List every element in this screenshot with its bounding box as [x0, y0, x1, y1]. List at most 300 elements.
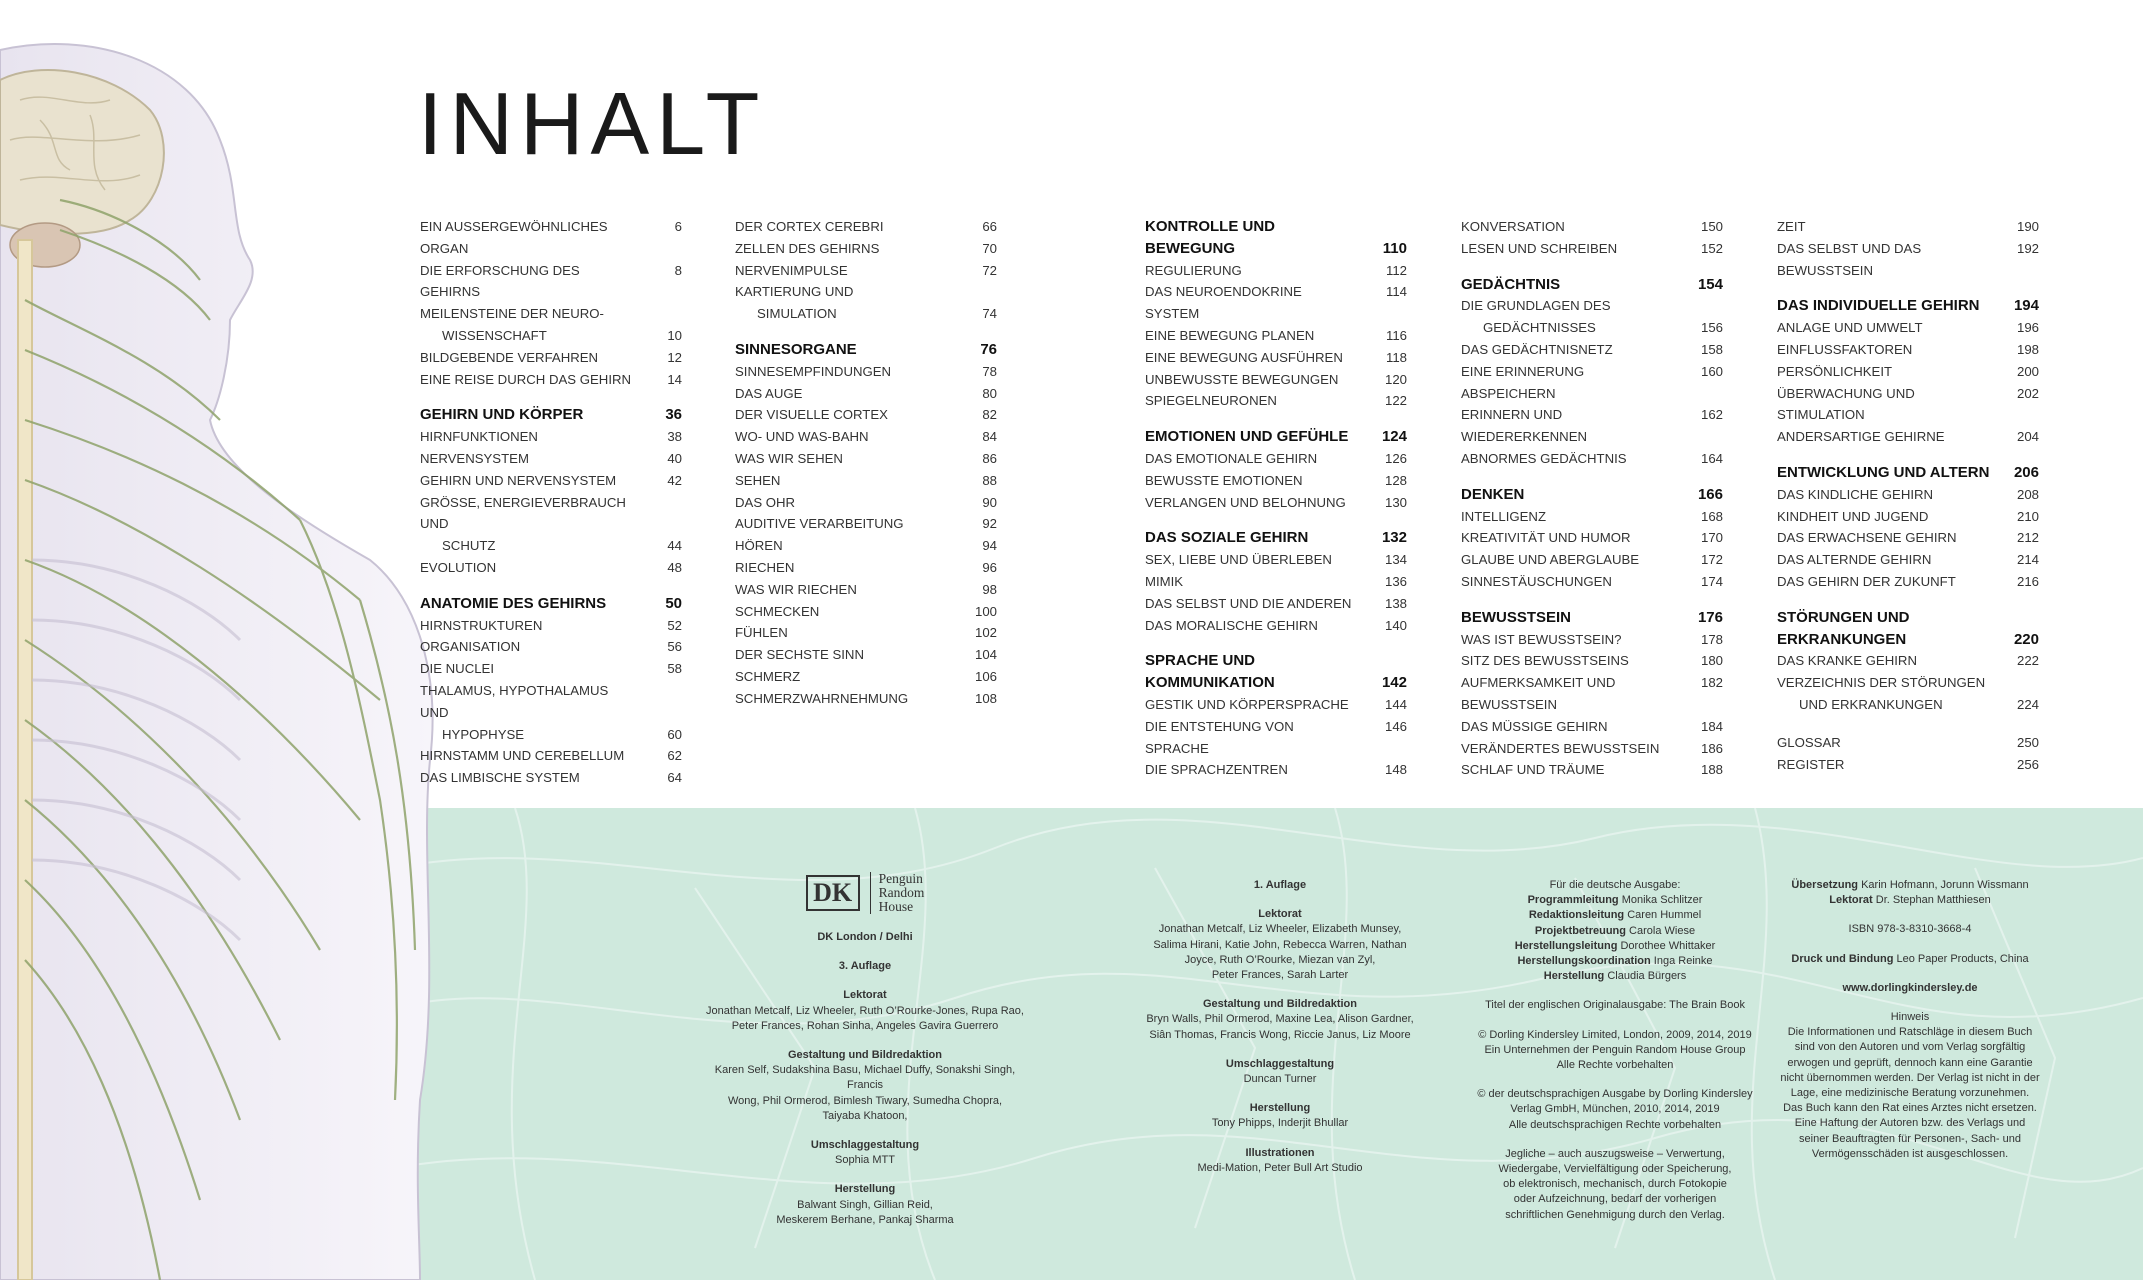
credit-spacer [1130, 893, 1430, 907]
toc-entry [1145, 448, 1407, 470]
toc-section-heading [1461, 274, 1723, 296]
entry-title: ZELLEN DES GEHIRNS [735, 240, 880, 256]
credit-role-line [1450, 893, 1780, 908]
entry-title: BILDGEBENDE VERFAHREN [420, 349, 599, 365]
page-number: 78 [982, 363, 997, 379]
toc-spacer [1777, 716, 2039, 732]
toc-entry [1145, 369, 1407, 391]
page-number: 152 [1700, 240, 1723, 256]
page-number: 192 [2016, 240, 2039, 256]
entry-title: DER SECHSTE SINN [735, 647, 864, 663]
entry-title: EINE BEWEGUNG PLANEN [1145, 327, 1315, 343]
entry-title: WISSENSCHAFT [442, 327, 547, 343]
entry-title: DAS MORALISCHE GEHIRN [1145, 617, 1318, 633]
credit-spacer [700, 974, 1030, 988]
credit-line: Alle deutschsprachigen Rechte vorbehalten [1508, 1118, 1722, 1131]
toc-entry [1145, 716, 1407, 760]
toc-entry [1461, 571, 1723, 593]
page-number: 166 [1697, 485, 1723, 503]
toc-entry [420, 767, 682, 789]
credit-line: Medi-Mation, Peter Bull Art Studio [1197, 1161, 1363, 1174]
toc-entry [1461, 339, 1723, 361]
section-title: BEWEGUNG [1145, 239, 1235, 257]
entry-title: SCHUTZ [442, 538, 496, 554]
credit-line: sind von den Autoren und vom Verlag sorgfältig [1794, 1041, 2026, 1054]
toc-section-heading [1777, 607, 2039, 629]
toc-entry [735, 666, 997, 688]
section-title: SPRACHE UND [1145, 652, 1256, 670]
page-number: 106 [974, 668, 997, 684]
entry-title: DIE SPRACHZENTREN [1145, 762, 1288, 778]
section-title: GEHIRN UND KÖRPER [420, 406, 584, 424]
entry-title: HYPOPHYSE [442, 726, 525, 742]
entry-title: SITZ DES BEWUSSTSEINS [1461, 653, 1629, 669]
page-number: 196 [2016, 320, 2039, 336]
credit-line: Alle Rechte vorbehalten [1556, 1059, 1674, 1072]
entry-title: GEHIRN UND NERVENSYSTEM [420, 472, 617, 488]
entry-title: UND ERKRANKUNGEN [1799, 696, 1943, 712]
entry-title: BEWUSSTE EMOTIONEN [1145, 472, 1303, 488]
credit-line: Balwant Singh, Gillian Reid, [797, 1198, 933, 1211]
entry-title: DAS MÜSSIGE GEHIRN [1461, 718, 1608, 734]
toc-entry [1461, 506, 1723, 528]
toc-entry [420, 369, 682, 391]
toc-section-heading [735, 339, 997, 361]
entry-title: DAS OHR [735, 494, 796, 510]
entry-title: GESTIK UND KÖRPERSPRACHE [1145, 696, 1349, 712]
page-number: 144 [1384, 696, 1407, 712]
toc-section-heading [420, 593, 682, 615]
toc-entry [1461, 295, 1723, 317]
entry-title: GLAUBE UND ABERGLAUBE [1461, 552, 1640, 568]
toc-entry [1777, 672, 2039, 694]
publisher-logo [700, 872, 1030, 914]
entry-title: ANLAGE UND UMWELT [1777, 320, 1923, 336]
toc-entry [420, 615, 682, 637]
entry-title: SCHMERZ [735, 668, 801, 684]
toc-entry [1461, 716, 1723, 738]
credit-spacer [1450, 1014, 1780, 1028]
toc-entry [735, 688, 997, 710]
page-number: 120 [1384, 371, 1407, 387]
credit-line: Ein Unternehmen der Penguin Random House Group [1484, 1043, 1746, 1056]
toc-entry [1777, 694, 2039, 716]
page-number: 72 [982, 262, 997, 278]
page-number: 198 [2016, 341, 2039, 357]
page-number: 206 [2013, 463, 2039, 481]
toc-entry [735, 404, 997, 426]
credit-spacer [1770, 908, 2050, 922]
toc-entry [735, 448, 997, 470]
credit-heading: Lektorat [843, 989, 887, 1002]
entry-title: WAS WIR SEHEN [735, 450, 843, 466]
toc-entry [1777, 361, 2039, 383]
entry-title: SCHMECKEN [735, 603, 820, 619]
section-title: EMOTIONEN UND GEFÜHLE [1145, 428, 1349, 446]
page-number: 256 [2016, 756, 2039, 772]
entry-title: NERVENSYSTEM [420, 450, 529, 466]
credit-spacer [1130, 983, 1430, 997]
page-number: 102 [974, 625, 997, 641]
credit-line: oder Aufzeichnung, bedarf der vorherigen [1513, 1193, 1717, 1206]
credit-line: Eine Haftung der Autoren bzw. des Verlags und [1794, 1117, 2026, 1130]
page-number: 150 [1700, 219, 1723, 234]
credit-spacer [1450, 1133, 1780, 1147]
credit-line: Lage, eine medizinische Beratung vorzunehmen. [1790, 1087, 2030, 1100]
credit-line: Titel der englischen Originalausgabe: The Brain Book [1485, 999, 1745, 1012]
dk-logo: DK [806, 875, 860, 911]
entry-title: EINE REISE DURCH DAS GEHIRN [420, 371, 632, 387]
toc-entry [420, 680, 682, 724]
toc-column-1 [420, 216, 682, 789]
page-number: 180 [1700, 653, 1723, 669]
page-number: 214 [2016, 552, 2039, 568]
toc-entry [1461, 672, 1723, 716]
entry-title: VERÄNDERTES BEWUSSTSEIN [1461, 740, 1660, 756]
entry-title: WAS WIR RIECHEN [735, 581, 857, 597]
credit-line: Salima Hirani, Katie John, Rebecca Warren, Nathan [1153, 938, 1407, 951]
toc-entry [735, 216, 997, 238]
credit-heading: Herstellung [1249, 1102, 1311, 1115]
page-number: 190 [2016, 219, 2039, 234]
credit-role: Herstellung [1543, 970, 1605, 983]
credit-heading: 1. Auflage [1253, 879, 1307, 891]
page-number: 126 [1384, 450, 1407, 466]
entry-title: DAS NEUROENDOKRINE SYSTEM [1145, 284, 1302, 322]
entry-title: DAS LIMBISCHE SYSTEM [420, 770, 580, 786]
toc-entry [1461, 759, 1723, 781]
toc-entry [1461, 361, 1723, 405]
section-title: ANATOMIE DES GEHIRNS [420, 594, 607, 612]
page-number: 62 [667, 748, 682, 764]
colophon-column-1 [700, 872, 1030, 1228]
page-number: 220 [2013, 630, 2039, 648]
toc-column-4 [1461, 216, 1723, 781]
entry-title: DIE ERFORSCHUNG DES GEHIRNS [420, 262, 580, 300]
toc-entry [1145, 325, 1407, 347]
credit-line: Bryn Walls, Phil Ormerod, Maxine Lea, Alison Gardner, [1146, 1013, 1414, 1026]
page-number: 186 [1700, 740, 1723, 756]
credit-heading: Gestaltung und Bildredaktion [787, 1049, 942, 1062]
credit-role: Herstellungsleitung [1514, 939, 1618, 952]
page-number: 128 [1384, 472, 1407, 488]
credit-person: Karin Hofmann, Jorunn Wissmann [1861, 879, 2029, 891]
credit-line: Die Informationen und Ratschläge in diesem Buch [1787, 1026, 2033, 1039]
entry-title: SINNESEMPFINDUNGEN [735, 363, 892, 379]
page-number [1367, 650, 1407, 672]
entry-title: KINDHEIT UND JUGEND [1777, 508, 1929, 524]
page-number: 70 [982, 240, 997, 256]
toc-entry [420, 325, 682, 347]
page-number: 74 [982, 306, 997, 322]
page-number: 58 [667, 661, 682, 677]
page-number: 110 [1382, 239, 1407, 257]
entry-title: DAS KRANKE GEHIRN [1777, 653, 1917, 669]
entry-title: DAS SELBST UND DAS BEWUSSTSEIN [1777, 240, 1922, 278]
section-title: ERKRANKUNGEN [1777, 630, 1907, 648]
credit-line: Duncan Turner [1243, 1073, 1317, 1086]
credit-role-line [1450, 954, 1780, 969]
credit-role: Herstellungskoordination [1517, 955, 1651, 968]
page-number: 6 [674, 219, 682, 234]
toc-entry [735, 513, 997, 535]
entry-title: ERINNERN UND WIEDERERKENNEN [1461, 407, 1588, 445]
toc-column-2 [735, 216, 997, 710]
page-number: 82 [982, 407, 997, 423]
credit-role: Programmleitung [1527, 894, 1619, 907]
entry-title: ÜBERWACHUNG UND STIMULATION [1777, 385, 1915, 423]
credit-person: Inga Reinke [1653, 955, 1713, 968]
toc-entry [1777, 506, 2039, 528]
toc-entry [1777, 426, 2039, 448]
credit-line: ob elektronisch, mechanisch, durch Fotokopie [1503, 1178, 1727, 1191]
toc-entry [735, 492, 997, 514]
toc-entry [420, 260, 682, 304]
entry-title: MIMIK [1145, 573, 1184, 589]
entry-title: DIE NUCLEI [420, 661, 495, 677]
toc-entry [1145, 470, 1407, 492]
toc-entry [1777, 238, 2039, 282]
credit-role-line [1450, 924, 1780, 939]
toc-entry [1145, 694, 1407, 716]
page-number: 8 [674, 262, 682, 278]
toc-entry [1461, 238, 1723, 260]
credit-line: Karen Self, Sudakshina Basu, Michael Duffy, Sonakshi Singh, Francis [714, 1064, 1016, 1092]
page-number: 222 [2016, 653, 2039, 669]
toc-entry [1777, 527, 2039, 549]
entry-title: KARTIERUNG UND [735, 284, 854, 300]
page-number: 142 [1381, 674, 1407, 692]
entry-title: ZEIT [1777, 219, 1806, 234]
page-number: 200 [2016, 363, 2039, 379]
entry-title: HIRNFUNKTIONEN [420, 429, 538, 445]
toc-entry [420, 492, 682, 536]
page-number: 118 [1385, 349, 1407, 365]
page-number: 52 [667, 617, 682, 633]
credit-heading: Illustrationen [1245, 1146, 1315, 1159]
page-number: 38 [667, 429, 682, 445]
toc-entry [1145, 549, 1407, 571]
credit-heading: 3. Auflage [838, 960, 892, 973]
page-number: 80 [982, 385, 997, 401]
toc-entry [1145, 281, 1407, 325]
credit-spacer [1130, 1043, 1430, 1057]
toc-entry [420, 557, 682, 579]
entry-title: ANDERSARTIGE GEHIRNE [1777, 429, 1945, 445]
toc-entry [1777, 650, 2039, 672]
page-number: 14 [667, 371, 682, 387]
page-number: 108 [974, 690, 997, 706]
toc-entry [1777, 383, 2039, 427]
page-number: 210 [2016, 508, 2039, 524]
section-title: SINNESORGANE [735, 340, 857, 358]
entry-title: REGISTER [1777, 756, 1845, 772]
credit-heading: Gestaltung und Bildredaktion [1202, 998, 1357, 1011]
page-number: 158 [1700, 341, 1723, 357]
page-number: 212 [2016, 530, 2039, 546]
entry-title: AUFMERKSAMKEIT UND BEWUSSTSEIN [1461, 675, 1616, 712]
credit-line: Tony Phipps, Inderjit Bhullar [1211, 1117, 1349, 1130]
toc-section-heading [1777, 295, 2039, 317]
toc-section-heading [1145, 238, 1407, 260]
credit-heading: Umschlaggestaltung [1225, 1057, 1335, 1070]
page-number: 138 [1384, 595, 1407, 611]
credit-line: Wiedergabe, Vervielfältigung oder Speicherung, [1498, 1163, 1732, 1176]
page-number: 184 [1700, 718, 1723, 734]
page-number [1999, 607, 2039, 629]
entry-title: ORGANISATION [420, 639, 521, 655]
toc-column-3 [1145, 216, 1407, 781]
toc-entry [1461, 448, 1723, 470]
credit-line: Vermögensschäden ist ausgeschlossen. [1811, 1147, 2009, 1160]
page-number: 12 [667, 349, 682, 365]
credit-spacer [700, 945, 1030, 959]
page-number: 66 [982, 219, 997, 234]
page-number: 94 [982, 538, 997, 554]
section-title: KOMMUNIKATION [1145, 674, 1275, 692]
credit-spacer [1450, 984, 1780, 998]
entry-title: EVOLUTION [420, 559, 497, 575]
entry-title: AUDITIVE VERARBEITUNG [735, 516, 904, 532]
toc-section-heading [1145, 426, 1407, 448]
entry-title: DAS ERWACHSENE GEHIRN [1777, 530, 1957, 546]
entry-title: DIE ENTSTEHUNG VON SPRACHE [1145, 718, 1294, 756]
toc-entry [1777, 549, 2039, 571]
entry-title: GLOSSAR [1777, 734, 1841, 750]
toc-section-heading [1777, 462, 2039, 484]
entry-title: DAS EMOTIONALE GEHIRN [1145, 450, 1318, 466]
credit-role: Übersetzung [1791, 879, 1859, 891]
entry-title: RIECHEN [735, 559, 795, 575]
toc-entry [1461, 629, 1723, 651]
credit-person: Claudia Bürgers [1607, 970, 1687, 983]
credit-line: Siân Thomas, Francis Wong, Riccie Janus, Liz Moore [1149, 1028, 1411, 1041]
entry-title: EINFLUSSFAKTOREN [1777, 341, 1913, 357]
credit-spacer [1770, 967, 2050, 981]
toc-entry [1145, 492, 1407, 514]
toc-section-heading [1145, 650, 1407, 672]
page-number: 178 [1700, 631, 1723, 647]
entry-title: ABNORMES GEDÄCHTNIS [1461, 450, 1627, 466]
page-number: 122 [1384, 393, 1407, 409]
page-number: 164 [1700, 450, 1723, 466]
page-number: 202 [2016, 385, 2039, 401]
page-number [642, 492, 682, 536]
credit-person: Carola Wiese [1629, 924, 1696, 937]
entry-title: VERZEICHNIS DER STÖRUNGEN [1777, 675, 1986, 691]
credit-role-line [1770, 878, 2050, 893]
toc-entry [1777, 317, 2039, 339]
credit-line: schriftlichen Genehmigung durch den Verlag. [1505, 1208, 1725, 1221]
credit-line: Peter Frances, Sarah Larter [1211, 969, 1349, 982]
toc-entry [1461, 738, 1723, 760]
page-number: 224 [2016, 696, 2039, 712]
toc-entry [420, 535, 682, 557]
section-title: KONTROLLE UND [1145, 218, 1275, 235]
credit-spacer [1130, 1087, 1430, 1101]
entry-title: DAS ALTERNDE GEHIRN [1777, 552, 1932, 568]
page-number [1367, 216, 1407, 238]
toc-entry [420, 470, 682, 492]
section-title: DAS SOZIALE GEHIRN [1145, 529, 1309, 547]
toc-entry [420, 448, 682, 470]
credit-role: Redaktionsleitung [1528, 909, 1625, 922]
entry-title: VERLANGEN UND BELOHNUNG [1145, 494, 1346, 510]
entry-title: EIN AUSSERGEWÖHNLICHES ORGAN [420, 219, 608, 256]
credit-line: Sophia MTT [835, 1154, 895, 1167]
section-title: STÖRUNGEN UND [1777, 608, 1910, 626]
credit-role-line [1770, 952, 2050, 967]
entry-title: SCHMERZWAHRNEHMUNG [735, 690, 909, 706]
page-number: 250 [2016, 734, 2039, 750]
entry-title: EINE ERINNERUNG ABSPEICHERN [1461, 363, 1585, 401]
page-number: 204 [2016, 429, 2039, 445]
page-title: INHALT [418, 74, 767, 173]
toc-entry [1145, 759, 1407, 781]
toc-section-heading [1145, 216, 1407, 238]
credit-spacer [1450, 1073, 1780, 1087]
toc-section-heading [1461, 484, 1723, 506]
page-number: 134 [1384, 552, 1407, 568]
page-number [1999, 672, 2039, 694]
colophon-column-3 [1450, 878, 1780, 1223]
toc-entry [1145, 390, 1407, 412]
entry-title: SINNESTÄUSCHUNGEN [1461, 573, 1612, 589]
toc-entry [420, 216, 682, 260]
page-number: 96 [982, 559, 997, 575]
toc-section-heading [1777, 629, 2039, 651]
page-number: 36 [665, 406, 682, 424]
entry-title: REGULIERUNG [1145, 262, 1242, 278]
credit-heading: DK London / Delhi [817, 931, 913, 943]
entry-title: KONVERSATION [1461, 219, 1565, 234]
toc-entry [1145, 615, 1407, 637]
toc-entry [1777, 484, 2039, 506]
credit-line: ISBN 978-3-8310-3668-4 [1848, 923, 1972, 936]
credit-line: Jonathan Metcalf, Liz Wheeler, Elizabeth Munsey, [1158, 923, 1402, 936]
credit-line: Jonathan Metcalf, Liz Wheeler, Ruth O’Rourke-Jones, Rupa Rao, [706, 1004, 1024, 1017]
entry-title: GRÖSSE, ENERGIEVERBRAUCH UND [420, 494, 626, 532]
credit-role: Lektorat [1829, 894, 1873, 907]
toc-section-heading [1145, 527, 1407, 549]
credit-spacer [1770, 996, 2050, 1010]
credit-spacer [700, 1124, 1030, 1138]
credit-role-line [1450, 908, 1780, 923]
page-number: 64 [667, 770, 682, 786]
page-number: 156 [1700, 320, 1723, 336]
entry-title: INTELLIGENZ [1461, 508, 1547, 524]
toc-entry [420, 426, 682, 448]
page-number: 140 [1384, 617, 1407, 633]
page-number: 100 [974, 603, 997, 619]
toc-entry [420, 636, 682, 658]
toc-entry [1461, 650, 1723, 672]
credit-line: © der deutschsprachigen Ausgabe by Dorling Kindersley [1477, 1088, 1753, 1101]
page-number: 132 [1381, 529, 1407, 547]
toc-entry [1461, 404, 1723, 448]
entry-title: DER VISUELLE CORTEX [735, 407, 888, 423]
page-number [957, 281, 997, 303]
section-title: DAS INDIVIDUELLE GEHIRN [1777, 297, 1980, 315]
toc-entry [735, 601, 997, 623]
entry-title: NERVENIMPULSE [735, 262, 848, 278]
entry-title: EINE BEWEGUNG AUSFÜHREN [1145, 349, 1343, 365]
page-number: 56 [667, 639, 682, 655]
toc-entry [735, 426, 997, 448]
credit-line: Wong, Phil Ormerod, Bimlesh Tiwary, Sumedha Chopra, [727, 1094, 1003, 1107]
page-number: 44 [667, 538, 682, 554]
entry-title: DAS GEHIRN DER ZUKUNFT [1777, 573, 1956, 589]
